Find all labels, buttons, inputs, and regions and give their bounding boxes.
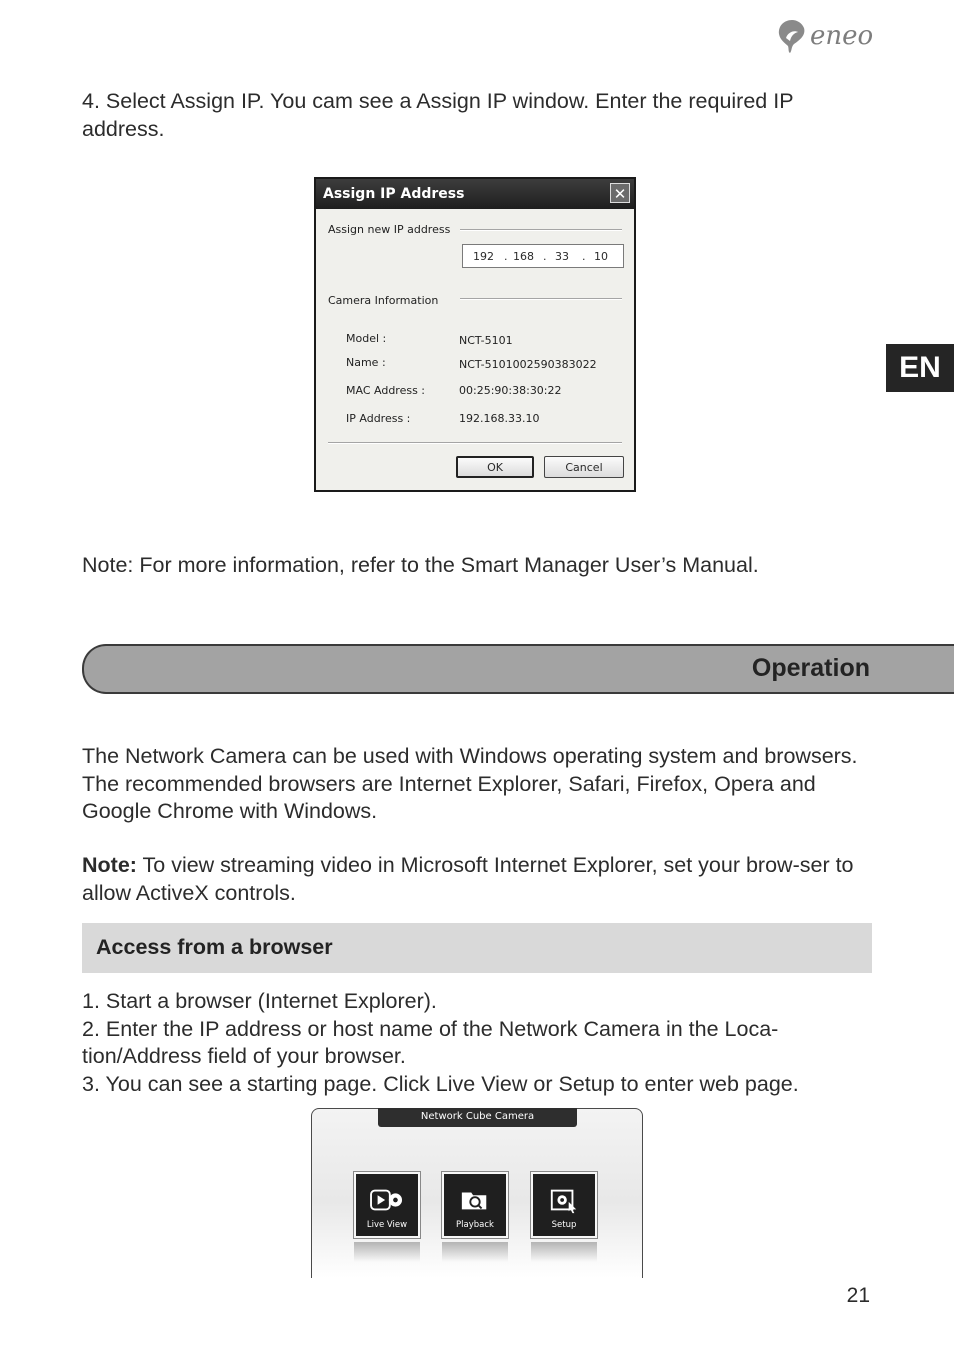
note-label: Note: bbox=[82, 853, 137, 877]
playback-tile[interactable] bbox=[442, 1172, 508, 1238]
operation-title: Operation bbox=[751, 654, 870, 682]
eneo-logo-text: eneo bbox=[810, 21, 874, 51]
model-value: NCT-5101 bbox=[459, 334, 513, 347]
mac-address-label: MAC Address : bbox=[346, 384, 426, 397]
dialog-titlebar bbox=[316, 179, 634, 209]
eneo-logo bbox=[776, 18, 873, 54]
assign-ip-dialog bbox=[314, 177, 636, 492]
language-tab-en: EN bbox=[886, 344, 954, 392]
start-page-title: Network Cube Camera bbox=[378, 1108, 577, 1127]
start-page-screenshot bbox=[311, 1108, 643, 1278]
ip-octet-3: 33 bbox=[555, 249, 569, 263]
setup-tile[interactable] bbox=[531, 1172, 597, 1238]
assign-new-ip-label: Assign new IP address bbox=[328, 223, 451, 236]
live-view-label: Live View bbox=[366, 1220, 408, 1230]
dialog-title: Assign IP Address bbox=[323, 186, 465, 202]
divider bbox=[328, 442, 622, 444]
tile-reflection bbox=[354, 1242, 420, 1262]
mac-address-value: 00:25:90:38:30:22 bbox=[459, 384, 562, 397]
tile-reflection bbox=[442, 1242, 508, 1262]
name-label: Name : bbox=[346, 356, 386, 369]
ip-address-label: IP Address : bbox=[346, 412, 411, 425]
activex-note bbox=[82, 852, 874, 907]
step-4-text: 4. Select Assign IP. You cam see a Assign IP window. Enter the required IP address. bbox=[82, 89, 794, 141]
ip-address-input[interactable] bbox=[462, 244, 624, 268]
ip-octet-2: 168 bbox=[513, 249, 534, 263]
tile-reflection bbox=[531, 1242, 597, 1262]
ip-dot: . bbox=[582, 249, 586, 263]
page-number: 21 bbox=[846, 1284, 870, 1307]
smart-manager-note: Note: For more information, refer to the Smart Manager User’s Manual. bbox=[82, 553, 759, 577]
divider bbox=[460, 298, 622, 300]
access-step-3: 3. You can see a starting page. Click Live View or Setup to enter web page. bbox=[82, 1071, 799, 1096]
camera-information-label: Camera Information bbox=[328, 294, 439, 307]
playback-label: Playback bbox=[456, 1220, 494, 1230]
setup-icon bbox=[533, 1186, 595, 1214]
playback-icon bbox=[444, 1186, 506, 1214]
access-steps bbox=[82, 988, 882, 1098]
ip-dot: . bbox=[543, 249, 547, 263]
name-value: NCT-5101002590383022 bbox=[459, 358, 597, 371]
operation-intro: The Network Camera can be used with Windows operating system and browsers. The recommended browsers are Internet Explorer, Safari, Firefox, Opera and Google Chrome with Windows. bbox=[82, 744, 858, 823]
ok-button[interactable]: OK bbox=[456, 456, 534, 478]
model-label: Model : bbox=[346, 332, 387, 345]
ip-octet-4: 10 bbox=[594, 249, 608, 263]
ip-octet-1: 192 bbox=[473, 249, 494, 263]
setup-label: Setup bbox=[551, 1220, 577, 1230]
cancel-button[interactable]: Cancel bbox=[544, 456, 624, 478]
live-view-icon bbox=[356, 1186, 418, 1214]
access-step-1: 1. Start a browser (Internet Explorer). bbox=[82, 989, 437, 1013]
eneo-logo-mark-icon bbox=[776, 18, 808, 54]
access-title: Access from a browser bbox=[96, 935, 333, 959]
ip-address-value: 192.168.33.10 bbox=[459, 412, 540, 425]
live-view-tile[interactable] bbox=[354, 1172, 420, 1238]
ip-dot: . bbox=[504, 249, 508, 263]
close-icon[interactable]: ✕ bbox=[610, 183, 630, 203]
note-text: To view streaming video in Microsoft Internet Explorer, set your brow-ser to allow ActiveX controls. bbox=[82, 853, 854, 905]
access-step-2: 2. Enter the IP address or host name of the Network Camera in the Loca-tion/Address field of your browser. bbox=[82, 1016, 779, 1068]
divider bbox=[460, 229, 622, 231]
